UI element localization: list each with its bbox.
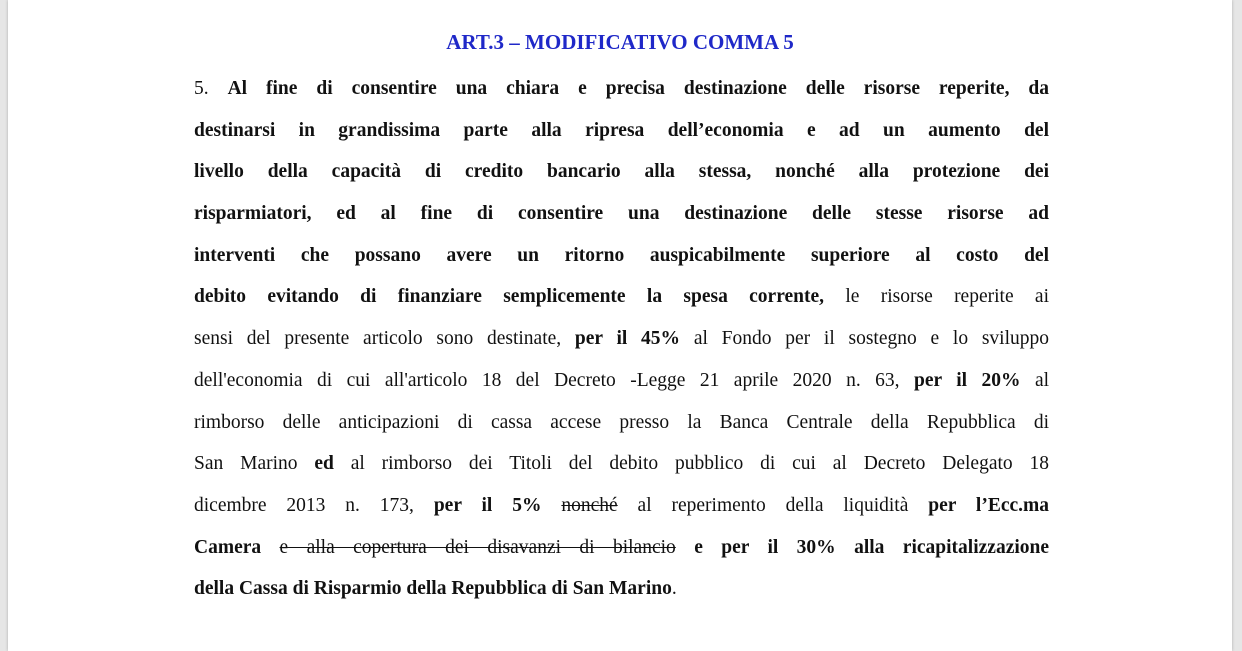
bold-text: della Cassa di Risparmio della Repubblica di San Marino <box>194 578 672 600</box>
paragraph-line <box>194 402 1049 444</box>
paragraph-line <box>194 235 1049 277</box>
plain-text: rimborso delle anticipazioni di cassa accese presso la Banca Centrale della Repubblica di <box>194 411 1049 433</box>
paragraph-line <box>194 68 1049 110</box>
paragraph-line <box>194 568 1049 610</box>
struck-text: nonché <box>561 494 618 516</box>
bold-text: debito evitando di finanziare semplicemente la spesa corrente, <box>194 286 825 308</box>
plain-text: sensi del presente articolo sono destinate, <box>194 328 575 350</box>
bold-text: e per il 30% alla ricapitalizzazione <box>694 536 1050 558</box>
plain-text <box>261 537 279 558</box>
article-body <box>194 68 1049 610</box>
article-title: ART.3 – MODIFICATIVO COMMA 5 <box>446 30 794 54</box>
paragraph-line <box>194 443 1049 485</box>
paragraph-line <box>194 110 1049 152</box>
paragraph-line <box>194 151 1049 193</box>
paragraph-line <box>194 276 1049 318</box>
bold-text: destinarsi in grandissima parte alla ripresa dell’economia e ad un aumento del <box>194 119 1049 141</box>
plain-text: al reperimento della liquidità <box>617 494 929 516</box>
paragraph-line <box>194 193 1049 235</box>
plain-text: . <box>671 578 677 600</box>
bold-text: per l’Ecc.ma <box>928 494 1050 516</box>
document-page <box>8 0 1232 651</box>
paragraph-line <box>194 485 1049 527</box>
paragraph-line <box>194 318 1049 360</box>
bold-text: per il 5% <box>433 494 542 516</box>
plain-text: 5. <box>194 78 228 99</box>
plain-text: San Marino <box>194 453 315 475</box>
bold-text: risparmiatori, ed al fine di consentire una destinazione delle stesse risorse ad <box>194 203 1049 225</box>
plain-text: al rimborso dei Titoli del debito pubblico di cui al Decreto Delegato 18 <box>333 453 1049 475</box>
plain-text: le risorse reperite ai <box>824 286 1049 308</box>
bold-text: interventi che possano avere un ritorno auspicabilmente superiore al costo del <box>194 244 1049 266</box>
plain-text: dell'economia di cui all'articolo 18 del Decreto -Legge 21 aprile 2020 n. 63, <box>194 369 914 391</box>
plain-text: dicembre 2013 n. 173, <box>194 494 434 516</box>
bold-text: ed <box>314 453 334 475</box>
bold-text: Al fine di consentire una chiara e precisa destinazione delle risorse reperite, da <box>227 78 1050 99</box>
plain-text: al <box>1020 369 1050 391</box>
paragraph-line <box>194 527 1049 569</box>
struck-text: e alla copertura dei disavanzi di bilancio <box>279 536 676 558</box>
bold-text: Camera <box>194 536 262 558</box>
paragraph-line <box>194 360 1049 402</box>
plain-text <box>676 537 694 558</box>
bold-text: livello della capacità di credito bancario alla stessa, nonché alla protezione dei <box>194 161 1049 183</box>
plain-text <box>541 495 561 516</box>
bold-text: per il 45% <box>574 328 681 350</box>
plain-text: al Fondo per il sostegno e lo sviluppo <box>680 328 1050 350</box>
bold-text: per il 20% <box>913 369 1021 391</box>
